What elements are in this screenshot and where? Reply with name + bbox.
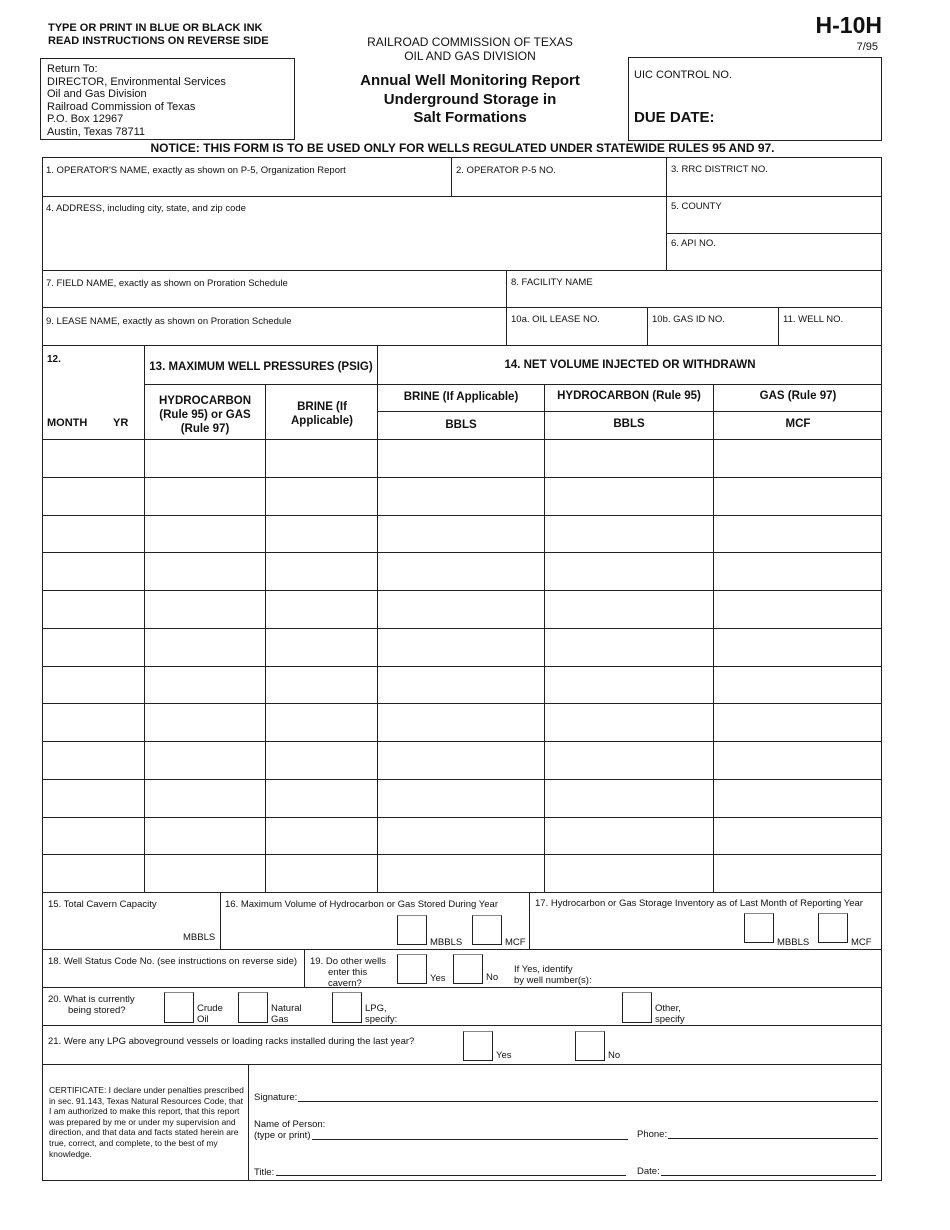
q17-label: 17. Hydrocarbon or Gas Storage Inventory as of Last Month of Reporting Year	[535, 898, 863, 909]
title-line: Annual Well Monitoring Report	[360, 72, 580, 89]
gas-volume-cell[interactable]	[713, 478, 882, 515]
hydrocarbon-volume-header: HYDROCARBON (Rule 95)	[557, 390, 701, 402]
ink-instruction-line: TYPE OR PRINT IN BLUE OR BLACK INK	[48, 22, 263, 34]
hydrocarbon-volume-cell[interactable]	[544, 439, 713, 477]
other-checkbox[interactable]	[622, 992, 652, 1023]
name-line[interactable]	[312, 1139, 628, 1140]
crude-oil-label	[197, 1003, 223, 1025]
col-12-label: 12.	[47, 354, 61, 365]
month-yr-cell[interactable]	[42, 818, 144, 855]
q16-mcf-box[interactable]	[472, 915, 502, 945]
month-yr-cell[interactable]	[42, 439, 144, 477]
lpg-label	[365, 1003, 397, 1025]
hydrocarbon-pressure-cell[interactable]	[144, 629, 265, 666]
hydrocarbon-volume-cell[interactable]	[544, 478, 713, 515]
brine-volume-cell[interactable]	[377, 855, 544, 892]
divider	[42, 949, 882, 950]
divider	[451, 157, 452, 196]
q15-unit: MBBLS	[183, 932, 216, 943]
month-label: MONTH	[47, 417, 88, 429]
hydrocarbon-unit: BBLS	[613, 418, 645, 430]
operator-name-field[interactable]: 1. OPERATOR'S NAME, exactly as shown on P-5, Organization Report	[46, 165, 346, 176]
well-no-field[interactable]: 11. WELL NO.	[783, 314, 844, 325]
crude-oil-checkbox[interactable]	[164, 992, 194, 1023]
return-to-box	[40, 58, 295, 140]
q19-yes-box[interactable]	[397, 954, 427, 984]
table-row	[42, 552, 882, 590]
month-yr-cell[interactable]	[42, 855, 144, 892]
hydrocarbon-pressure-cell[interactable]	[144, 591, 265, 628]
q19-line: cavern?	[328, 978, 362, 989]
q16-mcf-unit: MCF	[505, 937, 526, 948]
divider	[42, 1064, 882, 1065]
q19-line: enter this	[328, 967, 368, 978]
hydrocarbon-volume-cell[interactable]	[544, 818, 713, 855]
brine-volume-cell[interactable]	[377, 553, 544, 590]
option-line: Gas	[271, 1014, 289, 1025]
month-yr-cell[interactable]	[42, 742, 144, 779]
divider	[42, 987, 882, 988]
notice: NOTICE: THIS FORM IS TO BE USED ONLY FOR WELLS REGULATED UNDER STATEWIDE RULES 95 AND 97.	[150, 141, 775, 155]
identify-line: If Yes, identify	[514, 964, 573, 975]
form-date: 7/95	[856, 41, 878, 53]
option-line: Crude	[197, 1003, 223, 1014]
signature-label: Signature:	[254, 1092, 298, 1103]
hydrocarbon-pressure-cell[interactable]	[144, 439, 265, 477]
gas-volume-cell[interactable]	[713, 780, 882, 817]
lpg-checkbox[interactable]	[332, 992, 362, 1023]
other-label	[655, 1003, 685, 1025]
option-line: specify	[655, 1014, 685, 1025]
divider	[778, 307, 779, 345]
brine-volume-cell[interactable]	[377, 742, 544, 779]
name-label	[254, 1119, 325, 1141]
month-yr-cell[interactable]	[42, 478, 144, 515]
brine-volume-cell[interactable]	[377, 667, 544, 704]
brine-volume-cell[interactable]	[377, 780, 544, 817]
q17-mbbls-unit: MBBLS	[777, 937, 810, 948]
lease-name-field[interactable]: 9. LEASE NAME, exactly as shown on Proration Schedule	[46, 316, 292, 327]
brine-pressure-cell[interactable]	[265, 818, 377, 855]
brine-volume-header: BRINE (If Applicable)	[403, 391, 519, 403]
q19-line: 19. Do other wells	[310, 956, 387, 967]
hydrocarbon-pressure-cell[interactable]	[144, 855, 265, 892]
return-to-line: Oil and Gas Division	[47, 88, 147, 101]
option-line: LPG,	[365, 1003, 387, 1014]
q21-no-label: No	[608, 1050, 621, 1061]
signature-line[interactable]	[298, 1101, 878, 1102]
return-to-line: Austin, Texas 78711	[47, 125, 146, 138]
brine-pressure-header: BRINE (If Applicable)	[291, 401, 353, 427]
q20-line: 20. What is currently	[48, 994, 135, 1005]
division-line: OIL AND GAS DIVISION	[404, 49, 536, 63]
divider	[42, 892, 882, 893]
gas-volume-cell[interactable]	[713, 516, 882, 553]
q19-yes-label: Yes	[430, 973, 446, 984]
brine-volume-cell[interactable]	[377, 818, 544, 855]
brine-volume-cell[interactable]	[377, 591, 544, 628]
option-line: Natural	[271, 1003, 302, 1014]
hydrocarbon-pressure-cell[interactable]	[144, 818, 265, 855]
brine-unit: BBLS	[445, 419, 477, 431]
county-field[interactable]: 5. COUNTY	[671, 201, 722, 212]
max-pressures-header: 13. MAXIMUM WELL PRESSURES (PSIG)	[149, 361, 373, 373]
brine-volume-cell[interactable]	[377, 439, 544, 477]
identify-line: by well number(s):	[514, 975, 592, 986]
gas-unit: MCF	[785, 418, 811, 430]
q16-mbbls-box[interactable]	[397, 915, 427, 945]
option-line: specify:	[365, 1014, 398, 1025]
table-row	[42, 854, 882, 892]
hydrocarbon-volume-cell[interactable]	[544, 516, 713, 553]
due-date-label: DUE DATE:	[634, 109, 715, 126]
divider	[377, 411, 882, 412]
hydrocarbon-pressure-cell[interactable]	[144, 704, 265, 741]
q17-mcf-unit: MCF	[851, 937, 872, 948]
agency-line: RAILROAD COMMISSION OF TEXAS	[367, 35, 573, 49]
divider	[506, 270, 507, 345]
gas-volume-cell[interactable]	[713, 704, 882, 741]
certificate-text: CERTIFICATE: I declare under penalties prescribed in sec. 91.143, Texas Natural Resources Code, that I am authorized to make this report, that this report was prepared by me or under my supervision and direction, and that data and facts stated herein are true, correct, and complete, to the best of my knowledge.	[49, 1085, 244, 1159]
month-yr-cell[interactable]	[42, 553, 144, 590]
q19-no-label: No	[486, 972, 499, 983]
divider	[144, 384, 882, 385]
divider	[42, 307, 882, 308]
q21-yes-label: Yes	[496, 1050, 512, 1061]
phone-line[interactable]	[668, 1138, 878, 1139]
date-line[interactable]	[661, 1175, 876, 1176]
hydrocarbon-pressure-cell[interactable]	[144, 667, 265, 704]
brine-volume-cell[interactable]	[377, 629, 544, 666]
brine-pressure-cell[interactable]	[265, 629, 377, 666]
ink-instructions	[48, 22, 269, 48]
hydrocarbon-pressure-header: HYDROCARBON (Rule 95) or GAS (Rule 97)	[159, 395, 251, 435]
field-name-field[interactable]: 7. FIELD NAME, exactly as shown on Proration Schedule	[46, 278, 288, 289]
title-line: Salt Formations	[413, 109, 527, 126]
brine-pressure-cell[interactable]	[265, 704, 377, 741]
return-to-title: Return To:	[47, 63, 98, 75]
month-yr-cell[interactable]	[42, 667, 144, 704]
hydrocarbon-volume-cell[interactable]	[544, 704, 713, 741]
title-line[interactable]	[276, 1175, 626, 1176]
divider	[666, 233, 882, 234]
oil-lease-no-field[interactable]: 10a. OIL LEASE NO.	[511, 314, 600, 325]
net-volume-header: 14. NET VOLUME INJECTED OR WITHDRAWN	[504, 359, 756, 371]
hydrocarbon-volume-cell[interactable]	[544, 553, 713, 590]
brine-volume-cell[interactable]	[377, 516, 544, 553]
divider	[647, 307, 648, 345]
q17-mcf-box[interactable]	[818, 913, 848, 943]
title-line: Underground Storage in	[383, 90, 557, 108]
divider	[42, 196, 882, 197]
gas-id-no-field[interactable]: 10b. GAS ID NO.	[652, 314, 725, 325]
brine-pressure-cell[interactable]	[265, 553, 377, 590]
uic-box	[628, 57, 882, 141]
divider	[42, 1025, 882, 1026]
brine-pressure-cell[interactable]	[265, 478, 377, 515]
month-yr-cell[interactable]	[42, 516, 144, 553]
table-row	[42, 515, 882, 553]
hydrocarbon-volume-cell[interactable]	[544, 780, 713, 817]
gas-volume-cell[interactable]	[713, 667, 882, 704]
brine-pressure-cell[interactable]	[265, 516, 377, 553]
gas-volume-cell[interactable]	[713, 439, 882, 477]
hydrocarbon-volume-cell[interactable]	[544, 667, 713, 704]
month-yr-cell[interactable]	[42, 591, 144, 628]
divider	[529, 892, 530, 949]
option-line: Oil	[197, 1014, 209, 1025]
month-yr-cell[interactable]	[42, 704, 144, 741]
table-row	[42, 628, 882, 666]
hydrocarbon-pressure-cell[interactable]	[144, 516, 265, 553]
gas-volume-cell[interactable]	[713, 591, 882, 628]
facility-name-field[interactable]: 8. FACILITY NAME	[511, 277, 593, 288]
hydrocarbon-volume-cell[interactable]	[544, 591, 713, 628]
name-label-line: Name of Person:	[254, 1119, 326, 1130]
q18-label[interactable]: 18. Well Status Code No. (see instructions on reverse side)	[48, 956, 298, 967]
api-no-field[interactable]: 6. API NO.	[671, 238, 716, 249]
natural-gas-label	[271, 1003, 302, 1025]
q19-identify-label	[514, 964, 592, 986]
hydrocarbon-volume-cell[interactable]	[544, 742, 713, 779]
phone-label: Phone:	[637, 1129, 668, 1140]
form-id: H-10H	[815, 12, 882, 38]
gas-volume-cell[interactable]	[713, 553, 882, 590]
q20-line: being stored?	[68, 1005, 126, 1016]
q21-label: 21. Were any LPG aboveground vessels or loading racks installed during the last year?	[48, 1036, 415, 1047]
divider	[304, 949, 305, 987]
q20-label	[48, 994, 135, 1016]
brine-pressure-cell[interactable]	[265, 667, 377, 704]
q19-no-box[interactable]	[453, 954, 483, 984]
return-to-line: P.O. Box 12967	[47, 113, 124, 126]
title-label: Title:	[254, 1167, 275, 1178]
gas-volume-cell[interactable]	[713, 742, 882, 779]
hydrocarbon-pressure-cell[interactable]	[144, 553, 265, 590]
q17-mbbls-box[interactable]	[744, 913, 774, 943]
agency-name	[330, 35, 610, 63]
q21-no-box[interactable]	[575, 1031, 605, 1061]
brine-pressure-cell[interactable]	[265, 742, 377, 779]
operator-p5-field[interactable]: 2. OPERATOR P-5 NO.	[456, 165, 556, 176]
return-to-line: Railroad Commission of Texas	[47, 100, 196, 113]
gas-volume-header: GAS (Rule 97)	[759, 390, 837, 402]
reverse-instruction-line: READ INSTRUCTIONS ON REVERSE SIDE	[48, 35, 269, 47]
q21-yes-box[interactable]	[463, 1031, 493, 1061]
name-label-line: (type or print)	[254, 1130, 311, 1141]
divider	[42, 345, 882, 346]
brine-pressure-cell[interactable]	[265, 439, 377, 477]
hydrocarbon-pressure-cell[interactable]	[144, 742, 265, 779]
divider	[220, 892, 221, 949]
address-field[interactable]: 4. ADDRESS, including city, state, and zip code	[46, 203, 246, 214]
table-row	[42, 666, 882, 704]
divider	[248, 1064, 249, 1181]
uic-control-label: UIC CONTROL NO.	[634, 69, 732, 81]
divider	[42, 270, 882, 271]
brine-volume-cell[interactable]	[377, 704, 544, 741]
natural-gas-checkbox[interactable]	[238, 992, 268, 1023]
form-title	[330, 72, 610, 128]
table-row	[42, 741, 882, 779]
year-label: YR	[113, 417, 129, 429]
hydrocarbon-volume-cell[interactable]	[544, 855, 713, 892]
table-row	[42, 817, 882, 855]
brine-pressure-cell[interactable]	[265, 591, 377, 628]
table-row	[42, 703, 882, 741]
option-line: Other,	[655, 1003, 681, 1014]
rrc-district-field[interactable]: 3. RRC DISTRICT NO.	[671, 164, 768, 175]
q16-mbbls-unit: MBBLS	[430, 937, 463, 948]
brine-volume-cell[interactable]	[377, 478, 544, 515]
table-row	[42, 477, 882, 515]
month-yr-cell[interactable]	[42, 629, 144, 666]
brine-pressure-cell[interactable]	[265, 855, 377, 892]
return-to-line: DIRECTOR, Environmental Services	[47, 75, 226, 88]
table-row	[42, 779, 882, 817]
gas-volume-cell[interactable]	[713, 818, 882, 855]
hydrocarbon-pressure-cell[interactable]	[144, 478, 265, 515]
date-label: Date:	[637, 1166, 660, 1177]
q16-label: 16. Maximum Volume of Hydrocarbon or Gas Stored During Year	[225, 899, 498, 910]
hydrocarbon-volume-cell[interactable]	[544, 629, 713, 666]
gas-volume-cell[interactable]	[713, 629, 882, 666]
q19-label	[310, 956, 386, 989]
hydrocarbon-pressure-cell[interactable]	[144, 780, 265, 817]
table-row	[42, 590, 882, 628]
gas-volume-cell[interactable]	[713, 855, 882, 892]
brine-pressure-cell[interactable]	[265, 780, 377, 817]
table-row	[42, 439, 882, 477]
divider	[666, 157, 667, 270]
month-yr-cell[interactable]	[42, 780, 144, 817]
q15-label: 15. Total Cavern Capacity	[48, 899, 157, 910]
